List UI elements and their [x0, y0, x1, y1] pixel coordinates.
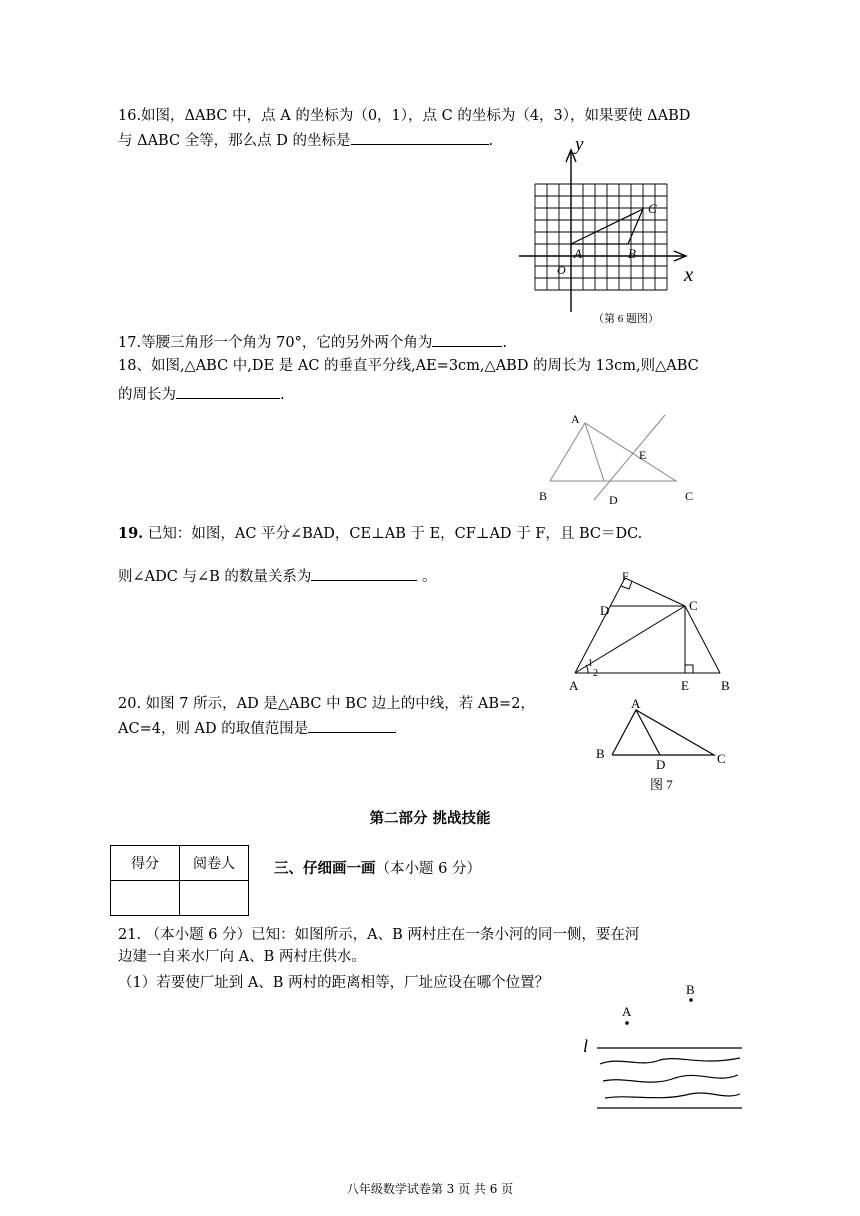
q17-text: 17.等腰三角形一个角为 70°，它的另外两个角为: [118, 335, 433, 351]
label-e-18: E: [639, 448, 647, 462]
q20-figure: [590, 695, 730, 795]
q20-line1: 20. 如图 7 所示，AD 是△ABC 中 BC 边上的中线，若 AB=2，: [118, 696, 535, 712]
label-a-20: A: [631, 696, 641, 711]
label-b: B: [628, 246, 636, 261]
q20-line2: [118, 717, 535, 742]
village-b-label: B: [686, 982, 695, 997]
segment-ad: [585, 423, 604, 481]
section-2-title: 第二部分 挑战技能: [369, 811, 491, 827]
q18-line1: 18、如图,△ABC 中,DE 是 AC 的垂直平分线,AE=3cm,△ABD 的周长为 13cm,则△ABC: [118, 358, 699, 374]
q17-period: .: [502, 335, 507, 351]
q18-line2-text: 的周长为: [118, 387, 176, 404]
question-20: [118, 692, 535, 743]
section-3-note: （本小题 6 分）: [375, 861, 481, 877]
label-d-18: D: [609, 493, 618, 507]
q21-line1: 21. （本小题 6 分）已知：如图所示，A、B 两村庄在一条小河的同一侧，要在河: [118, 927, 640, 943]
x-axis-label: x: [684, 262, 694, 286]
q16-line2-text: 与 ΔABC 全等，那么点 D 的坐标是: [118, 133, 351, 150]
village-a-label: A: [622, 1004, 632, 1019]
q20-line2-text: AC=4，则 AD 的取值范围是: [118, 721, 309, 738]
q16-period: .: [488, 133, 494, 150]
label-b-18: B: [539, 489, 548, 503]
label-c-19: C: [689, 598, 698, 613]
axes: [519, 150, 686, 312]
page-footer: 八年级数学试卷第 3 页 共 6 页: [346, 1182, 514, 1196]
label-o: O: [557, 263, 566, 277]
q18-figure: [530, 405, 710, 510]
village-b-point: [689, 998, 693, 1002]
question-19: [118, 521, 642, 547]
q17-answer-blank[interactable]: [432, 332, 502, 347]
question-18: [118, 354, 699, 409]
q21-figure: [575, 975, 755, 1115]
section-3-title: 三、仔细画一画: [274, 861, 376, 877]
river: [597, 1048, 742, 1108]
label-a: A: [574, 246, 582, 261]
grid: [535, 184, 667, 290]
q19-line2: [118, 565, 436, 590]
q21-line3: （1）若要使厂址到 A、B 两村的距离相等，厂址应设在哪个位置？: [118, 974, 550, 991]
label-c-20: C: [717, 751, 726, 766]
figure-7-caption: 图 7: [650, 777, 673, 792]
grader-cell[interactable]: [180, 881, 249, 916]
figure-caption: （第 6 题图）: [593, 313, 659, 325]
label-f-19: F: [622, 569, 629, 583]
q19-answer-blank[interactable]: [311, 566, 417, 581]
label-angle1: 1: [588, 658, 593, 669]
village-a-point: [625, 1021, 629, 1025]
q18-answer-blank[interactable]: [176, 384, 280, 399]
score-table: [110, 845, 249, 916]
q19-figure: [560, 565, 745, 695]
label-c: C: [648, 201, 657, 216]
q21-line2: 边建一自来水厂向 A、B 两村庄供水。: [118, 948, 366, 965]
score-cell[interactable]: [111, 881, 180, 916]
label-e-19: E: [681, 678, 689, 693]
q18-period: .: [280, 387, 285, 404]
y-axis-label: y: [575, 134, 584, 155]
q19-line1: [118, 521, 642, 547]
q19-end: 。: [417, 569, 437, 585]
q16-figure: [510, 130, 710, 330]
q19-line2-text: 则∠ADC 与∠B 的数量关系为: [118, 569, 312, 585]
q19-number: 19.: [118, 525, 144, 542]
question-17: [118, 331, 507, 356]
question-21: [118, 925, 639, 994]
line-l-label: l: [583, 1036, 589, 1056]
label-d-20: D: [656, 757, 666, 772]
label-angle2: 2: [593, 668, 598, 679]
score-header: 得分: [111, 846, 180, 881]
q16-answer-blank[interactable]: [351, 130, 489, 145]
label-b-20: B: [596, 746, 605, 761]
triangle-abc-18: [550, 423, 676, 481]
q19-line1-text: 已知：如图，AC 平分∠BAD，CE⊥AB 于 E，CF⊥AD 于 F，且 BC＝DC.: [143, 526, 643, 542]
label-b-19: B: [721, 678, 730, 693]
label-a-18: A: [571, 412, 580, 426]
label-a-19: A: [569, 678, 579, 693]
label-c-18: C: [685, 489, 694, 503]
grader-header: 阅卷人: [180, 846, 249, 881]
perpendicular-bisector-de: [594, 415, 665, 500]
label-d-19: D: [600, 603, 610, 618]
section-3-heading: [274, 857, 481, 878]
q20-answer-blank[interactable]: [308, 718, 396, 733]
q16-line1: 16.如图，ΔABC 中，点 A 的坐标为（0，1），点 C 的坐标为（4，3），如果要使 ΔABD: [118, 108, 691, 124]
